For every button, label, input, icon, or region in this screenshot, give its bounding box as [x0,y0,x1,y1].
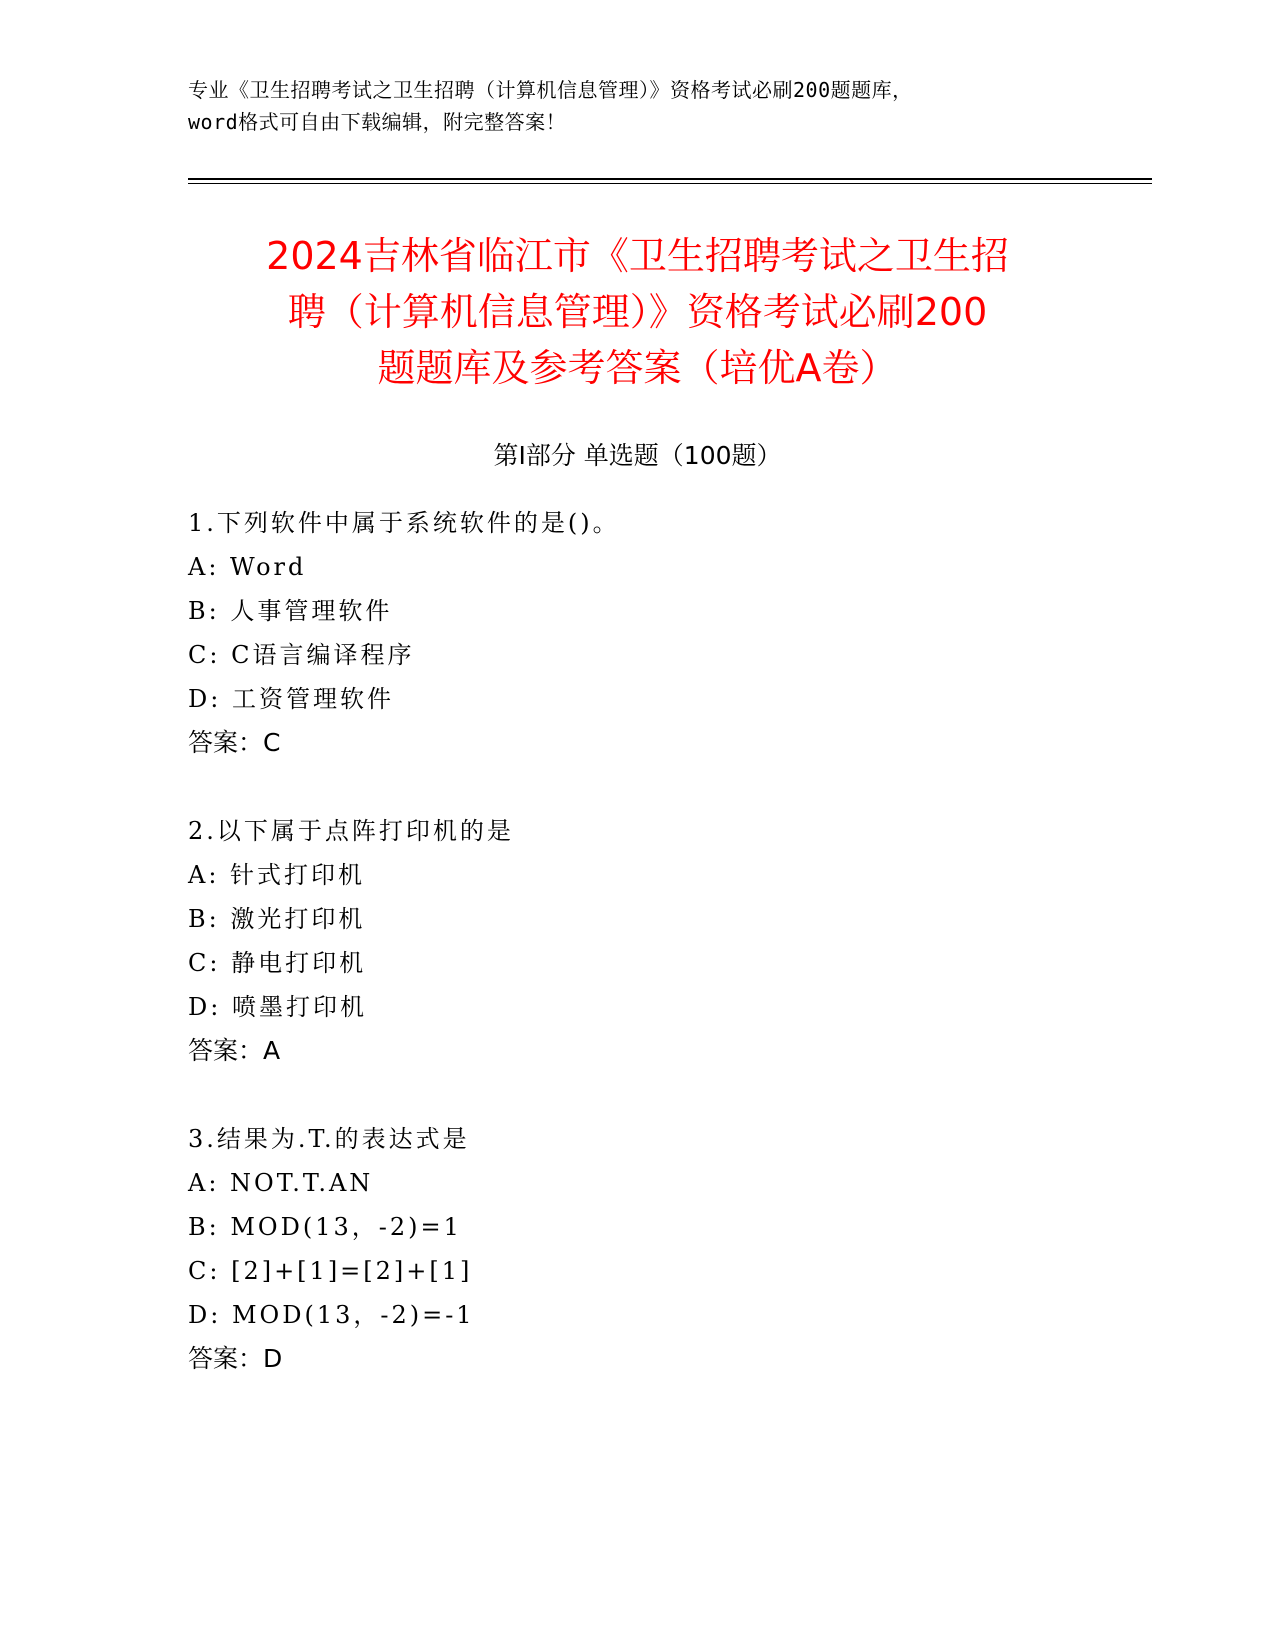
title-line-1: 2024吉林省临江市《卫生招聘考试之卫生招 [266,234,1009,278]
question-2-option-b: B: 激光打印机 [188,905,366,933]
question-1-option-d: D: 工资管理软件 [188,685,394,713]
question-1-option-b: B: 人事管理软件 [188,597,393,625]
question-3-option-b: B: MOD(13，-2)=1 [188,1213,462,1241]
question-2-stem: 2.以下属于点阵打印机的是 [188,817,514,845]
question-2-option-d: D: 喷墨打印机 [188,993,367,1021]
question-3-option-a: A: NOT.T.AN [188,1169,374,1197]
question-3-stem: 3.结果为.T.的表达式是 [188,1125,470,1153]
question-2-option-c: C: 静电打印机 [188,949,367,977]
document-header [188,74,1088,138]
question-3-option-d: D: MOD(13，-2)=-1 [188,1301,475,1329]
header-divider-thin [188,183,1152,184]
question-1-option-c: C: C语言编译程序 [188,641,415,669]
title-line-2: 聘（计算机信息管理）》资格考试必刷200 [287,290,988,334]
question-1-stem: 1.下列软件中属于系统软件的是()。 [188,509,620,537]
title-line-3: 题题库及参考答案（培优A卷） [377,346,898,390]
question-1-option-a: A: Word [188,553,307,581]
question-3-option-c: C: [2]+[1]=[2]+[1] [188,1257,473,1285]
question-1-answer: 答案：C [188,728,281,757]
question-2-answer: 答案：A [188,1036,281,1065]
document-title [160,228,1115,396]
question-2-option-a: A: 针式打印机 [188,861,366,889]
section-heading: 第Ⅰ部分 单选题（100题） [493,441,782,470]
header-divider-thick [188,178,1152,180]
header-line-2: word格式可自由下载编辑，附完整答案！ [188,110,567,134]
question-3-answer: 答案：D [188,1344,283,1373]
header-line-1: 专业《卫生招聘考试之卫生招聘（计算机信息管理）》资格考试必刷200题题库， [188,78,913,102]
